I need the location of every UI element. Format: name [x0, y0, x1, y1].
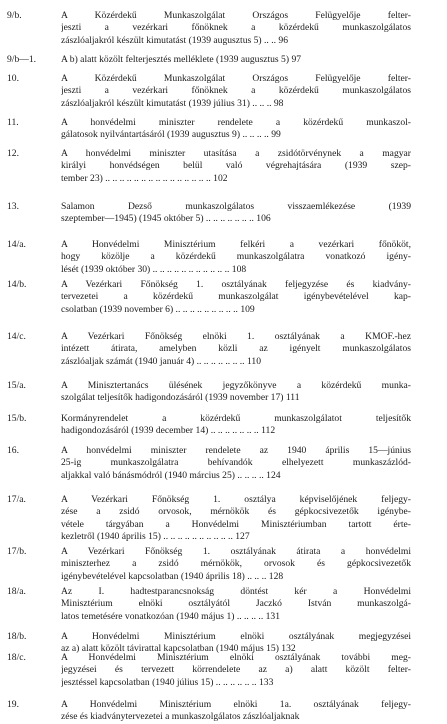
toc-entry-number: 13. — [7, 201, 19, 212]
toc-entry-line: királyi honvédségen belül való végrehajtására (1939 szep- — [61, 160, 411, 172]
toc-entry-line: A Vezérkari Főnökség 1. osztályának feljegyzése és kiadvány- — [61, 279, 411, 290]
toc-entry-line: aljakkal való bánásmódról (1940 március 25) .. .. .. .. 124 — [61, 469, 281, 481]
toc-entry-line: szeptember—1945) (1945 október 5) .. .. .. .. .. .. .. 106 — [61, 213, 271, 225]
toc-entry-text — [61, 201, 411, 226]
toc-entry-text — [61, 279, 411, 316]
toc-entry-line: A honvédelmi miniszter utasítása a zsidótörvénynek a magyar — [61, 148, 411, 159]
toc-entry-line: zászlóaljak számát (1940 január 4) .. .. .. .. .. .. .. 110 — [61, 355, 261, 367]
toc-entry-number: 12. — [7, 148, 19, 159]
toc-entry-line: A Honvédelmi Minisztérium elnöki 1a. osztályának feljegy- — [61, 699, 411, 710]
toc-entry-text — [61, 10, 411, 47]
toc-entry-number: 18/a. — [7, 586, 26, 597]
toc-entry-line: miniszterhez a zsidó mérnökök, orvosok és gépkocsivezetők — [61, 558, 411, 570]
toc-entry-line: latos temetésére vonatkozóan (1940 május 1) .. .. .. .. 131 — [61, 610, 281, 622]
toc-entry-line: A Honvédelmi Minisztérium felkéri a vezérkari főnököt, — [61, 239, 411, 250]
toc-entry-line: szolgálat teljesítők hadigondozásáról (1939 november 17) 111 — [61, 392, 300, 404]
toc-entry-text — [61, 413, 411, 438]
toc-entry-line: jeszti a vezérkari főnöknek a közérdekű munkaszolgálatos — [61, 85, 411, 97]
toc-entry-text — [61, 380, 411, 405]
toc-entry-line: A Közérdekű Munkaszolgálat Országos Felügyelője felter- — [61, 10, 411, 21]
toc-entry-line: A honvédelmi miniszter rendelete az 1940 április 15—június — [61, 445, 411, 456]
toc-entry-number: 18/b. — [7, 631, 27, 642]
toc-entry-line: jeszti a vezérkari főnöknek a közérdekű munkaszolgálatos — [61, 22, 411, 34]
toc-entry-text — [61, 331, 411, 368]
toc-entry-line: vétele tárgyában a Honvédelmi Minisztériumban tartott érte- — [61, 518, 411, 530]
toc-entry-number: 19. — [7, 699, 19, 710]
toc-entry-number: 14/c. — [7, 331, 26, 342]
toc-entry-number: 18/c. — [7, 652, 26, 663]
toc-entry-number: 15/a. — [7, 380, 26, 391]
toc-entry-text — [61, 494, 411, 543]
toc-entry-line: Minisztérium elnöki osztályától Jaczkó István munkaszolgá- — [61, 598, 411, 610]
toc-entry-line: Kormányrendelet a közérdekű munkaszolgálatot teljesítők — [61, 413, 411, 424]
toc-entry-line: jesztéssel kapcsolatban (1940 július 15) .. .. .. .. .. .. 133 — [61, 676, 274, 688]
toc-entry-number: 15/b. — [7, 413, 27, 424]
toc-entry-number: 9/b. — [7, 10, 22, 21]
toc-entry-line: Az I. hadtestparancsnokság döntést kér a Honvédelmi — [61, 586, 411, 597]
toc-entry-line: hogy közölje a közérdekű munkaszolgálatra vonatkozó igény- — [61, 251, 411, 263]
toc-entry-text — [61, 54, 411, 66]
toc-entry-line: A Közérdekű Munkaszolgálat Országos Felügyelője felter- — [61, 73, 411, 84]
toc-entry-line: A Vezérkari Főnökség 1. osztálya képviselőjének feljegy- — [61, 494, 411, 505]
toc-entry-line: zése és kiadványtervezetei a munkaszolgálatos zászlóaljaknak — [61, 711, 300, 723]
toc-entry-line: tember 23) .. .. .. .. .. .. .. .. .. .. .. .. .. .. .. 102 — [61, 172, 228, 184]
toc-entry-line: hadigondozásáról (1939 december 14) .. .. .. .. .. .. .. 112 — [61, 425, 276, 437]
toc-entry-number: 14/b. — [7, 279, 27, 290]
toc-entry-text — [61, 148, 411, 185]
toc-entry-line: A b) alatt közölt felterjesztés melléklete (1939 augusztus 5) 97 — [61, 54, 302, 65]
toc-entry-text — [61, 117, 411, 142]
toc-entry-number: 17/b. — [7, 546, 27, 557]
toc-entry-line: gálatosok nyilvántartásáról (1939 augusztus 9) .. .. .. .. 99 — [61, 129, 281, 141]
toc-entry-line: tervezetei a közérdekű munkaszolgálat igénybevételével kap- — [61, 291, 411, 303]
toc-entry-line: A Minisztertanács ülésének jegyzőkönyve a közérdekű munka- — [61, 380, 411, 391]
toc-entry-line: intézett átirata, amelyben közli az igényelt munkaszolgálatos — [61, 343, 411, 355]
toc-entry-line: zászlóaljakról készült kimutatást (1939 augusztus 5) .. .. 96 — [61, 34, 288, 46]
toc-entry-line: csolatban (1939 november 6) .. .. .. .. .. .. .. .. .. 109 — [61, 303, 255, 315]
toc-entry-text — [61, 445, 411, 482]
toc-entry-line: jegyzései és tervezett körrendelete az a) alatt közölt felter- — [61, 664, 411, 676]
toc-entry-text — [61, 652, 411, 689]
toc-entry-text — [61, 239, 411, 276]
toc-entry-line: zászlóaljakról készült kimutatást (1939 július 31) .. .. .. 98 — [61, 97, 284, 109]
toc-entry-line: igénybevételével kapcsolatban (1940 április 18) .. .. .. 128 — [61, 570, 284, 582]
toc-entry-text — [61, 546, 411, 583]
toc-entry-line: kezletről (1940 április 15) .. .. .. .. .. .. .. .. .. .. 127 — [61, 530, 250, 542]
toc-entry-line: lését (1939 október 30) .. .. .. .. .. .. .. .. .. .. .. 108 — [61, 263, 247, 275]
toc-entry-line: az a) alatt közölt távirattal kapcsolatban (1940 május 15) 132 — [61, 643, 296, 655]
toc-entry-line: 25-ig munkaszolgálatra behívandók elhelyezett munkaszázlód- — [61, 457, 411, 469]
toc-entry-line: Salamon Dezső munkaszolgálatos visszaemlékezése (1939 — [61, 201, 411, 212]
toc-entry-text — [61, 73, 411, 110]
toc-entry-number: 10. — [7, 73, 19, 84]
toc-entry-number: 16. — [7, 445, 19, 456]
toc-entry-line: A Honvédelmi Minisztérium elnöki osztályának megjegyzései — [61, 631, 411, 642]
toc-entry-number: 14/a. — [7, 239, 26, 250]
toc-entry-text — [61, 586, 411, 623]
toc-entry-number: 9/b—1. — [7, 54, 37, 65]
toc-entry-line: A Vezérkari Főnökség elnöki 1. osztályának a KMOF.-hez — [61, 331, 411, 342]
toc-entry-line: A Honvédelmi Minisztérium elnöki osztályának további meg- — [61, 652, 411, 663]
toc-entry-number: 11. — [7, 117, 19, 128]
toc-entry-number: 17/a. — [7, 494, 26, 505]
toc-entry-text — [61, 699, 411, 724]
toc-entry-line: zése a zsidó orvosok, mérnökök és gépkocsivezetők igénybe- — [61, 506, 411, 518]
toc-entry-line: A honvédelmi miniszter rendelete a közérdekű munkaszol- — [61, 117, 411, 128]
toc-entry-line: A Vezérkari Főnökség 1. osztályának átirata a honvédelmi — [61, 546, 411, 557]
